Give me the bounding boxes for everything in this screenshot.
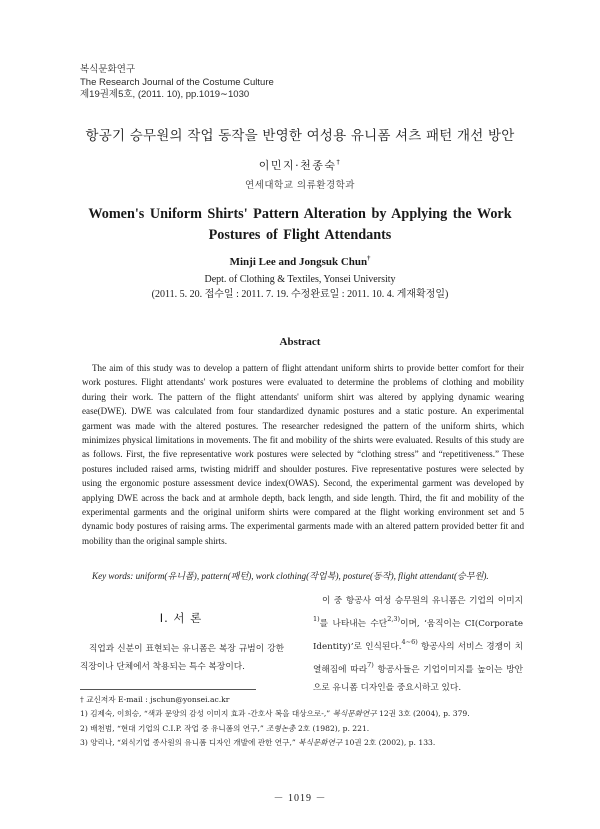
- intro-right-column: [313, 592, 523, 697]
- authors-ko-names: 이민지·천종숙: [258, 159, 337, 172]
- section-heading-introduction: Ⅰ. 서 론: [159, 611, 203, 625]
- affiliation-ko: 연세대학교 의류환경학과: [245, 180, 355, 191]
- paper-title-ko: 항공기 승무원의 작업 동작을 반영한 여성용 유니폼 셔츠 패턴 개선 방안: [85, 128, 515, 144]
- journal-name-en: The Research Journal of the Costume Culture: [80, 76, 274, 88]
- citation-sup: 4∼6): [401, 638, 418, 646]
- footnote-tail: 10권 2호 (2002), p. 133.: [344, 738, 436, 748]
- journal-name-ko: 복식문화연구: [80, 64, 136, 75]
- footnote-text: 1) 김제숙, 이희승, “색과 문양의 감성 이미지 효과 -간호사 복을 대상으로-,”: [80, 709, 331, 719]
- footnote-tail: 2호 (1982), p. 221.: [297, 723, 370, 733]
- intro-text-part: 항공사의 서비스 경쟁이 치열해짐에 따라: [313, 642, 523, 675]
- authors-en: [0, 255, 600, 268]
- footnotes: [80, 693, 470, 751]
- footnote-divider: [80, 689, 256, 690]
- footnote-journal: 조형논총: [266, 723, 296, 733]
- intro-text-part: 이 중 항공사 여성 승무원의 유니폼은 기업의 이미지: [322, 596, 523, 606]
- footnote-journal: 복식문화연구: [332, 709, 377, 719]
- title-en-line-1: Women's Uniform Shirts' Pattern Alteration by Applying the Work: [88, 206, 512, 222]
- citation-sup: 1): [313, 615, 320, 623]
- footnote-text: 3) 양리나, “외식기업 종사원의 유니폼 디자인 개발에 관한 연구,”: [80, 738, 296, 748]
- footnote-text: 2) 배천범, “현대 기업의 C.I.P. 작업 중 유니폼의 연구,”: [80, 723, 264, 733]
- paper-title-en: [0, 204, 600, 246]
- abstract-text: The aim of this study was to develop a pattern of flight attendant uniform shirts to provide better comfort for their work postures. Flight attendants' work postures were evaluated to determine the problems of clothing and mobility during their work. The pattern of the flight attendants' uniform shirt was altered by applying dynamic wearing ease(DWE). DWE was calculated from four standardized dynamic postures and a static posture. An experimental garment was made with the altered postures. The researcher redesigned the pattern of the uniform shirts, which minimizes physical limitations in movements. The fit and mobility of the shirts were evaluated. Results of this study are as follows. First, the five representative work postures were selected by “clothing stress” and “repetitiveness.” These postures included raised arms, twisting midriff and shoulder postures. Five representative postures were selected by using the ergonomic posture assessment device index(OWAS). Second, the experimental garment was developed by applying DWE across the back and at armhole depth, back length, and side length. Third, the fit and mobility of the experimental garments and the original uniform shirts were compared at the flight working environment set and 5 dynamic body postures of raising arms. The experimental garments made with an altered pattern provided better fit and mobility than the original sample shirts.: [82, 363, 524, 546]
- submission-dates: (2011. 5. 20. 접수일 : 2011. 7. 19. 수정완료일 : 2011. 10. 4. 게재확정일): [151, 288, 449, 300]
- abstract-heading: Abstract: [279, 336, 321, 348]
- footnote-1: [80, 707, 470, 721]
- journal-header: [80, 64, 274, 102]
- title-en-line-2: Postures of Flight Attendants: [208, 227, 392, 243]
- intro-left-column: [80, 640, 284, 676]
- intro-text-part: 항공사들은 기업이미지를 높이는 방안으로 유니폼 디자인을 중요시하고 있다.: [313, 665, 523, 693]
- footnote-journal: 복식문화연구: [298, 738, 343, 748]
- corresponding-mark-en: †: [367, 255, 371, 262]
- footnote-tail: 12권 3호 (2004), p. 379.: [379, 709, 470, 719]
- keywords: Key words: uniform(유니폼), pattern(패턴), work clothing(작업복), posture(동작), flight attendant(승무원).: [92, 571, 489, 581]
- footnote-3: [80, 736, 470, 750]
- citation-sup: 7): [367, 661, 374, 669]
- authors-ko: [0, 157, 600, 173]
- affiliation-en-block: [0, 273, 600, 302]
- affiliation-en: Dept. of Clothing & Textiles, Yonsei University: [204, 274, 396, 285]
- footnote-corresponding: † 교신저자 E-mail : jschun@yonsei.ac.kr: [80, 695, 230, 704]
- citation-sup: 2,3): [387, 615, 401, 623]
- corresponding-mark: †: [336, 158, 342, 166]
- abstract-body: [82, 361, 524, 548]
- journal-citation: 제19권제5호, (2011. 10), pp.1019∼1030: [80, 89, 250, 100]
- intro-text-part: 를 나타내는 수단: [319, 619, 388, 629]
- page-number: － 1019 －: [273, 793, 327, 804]
- intro-right-text: [313, 592, 523, 697]
- intro-text-part: 이며, ‘움직이는 CI(Corporate Identity)’로 인식된다.: [313, 619, 523, 652]
- footnote-2: [80, 722, 470, 736]
- authors-en-names: Minji Lee and Jongsuk Chun: [229, 256, 368, 268]
- intro-left-text: 직업과 신분이 표현되는 유니폼은 복장 규범이 강한 직장이나 단체에서 착용되는 특수 복장이다.: [80, 644, 284, 672]
